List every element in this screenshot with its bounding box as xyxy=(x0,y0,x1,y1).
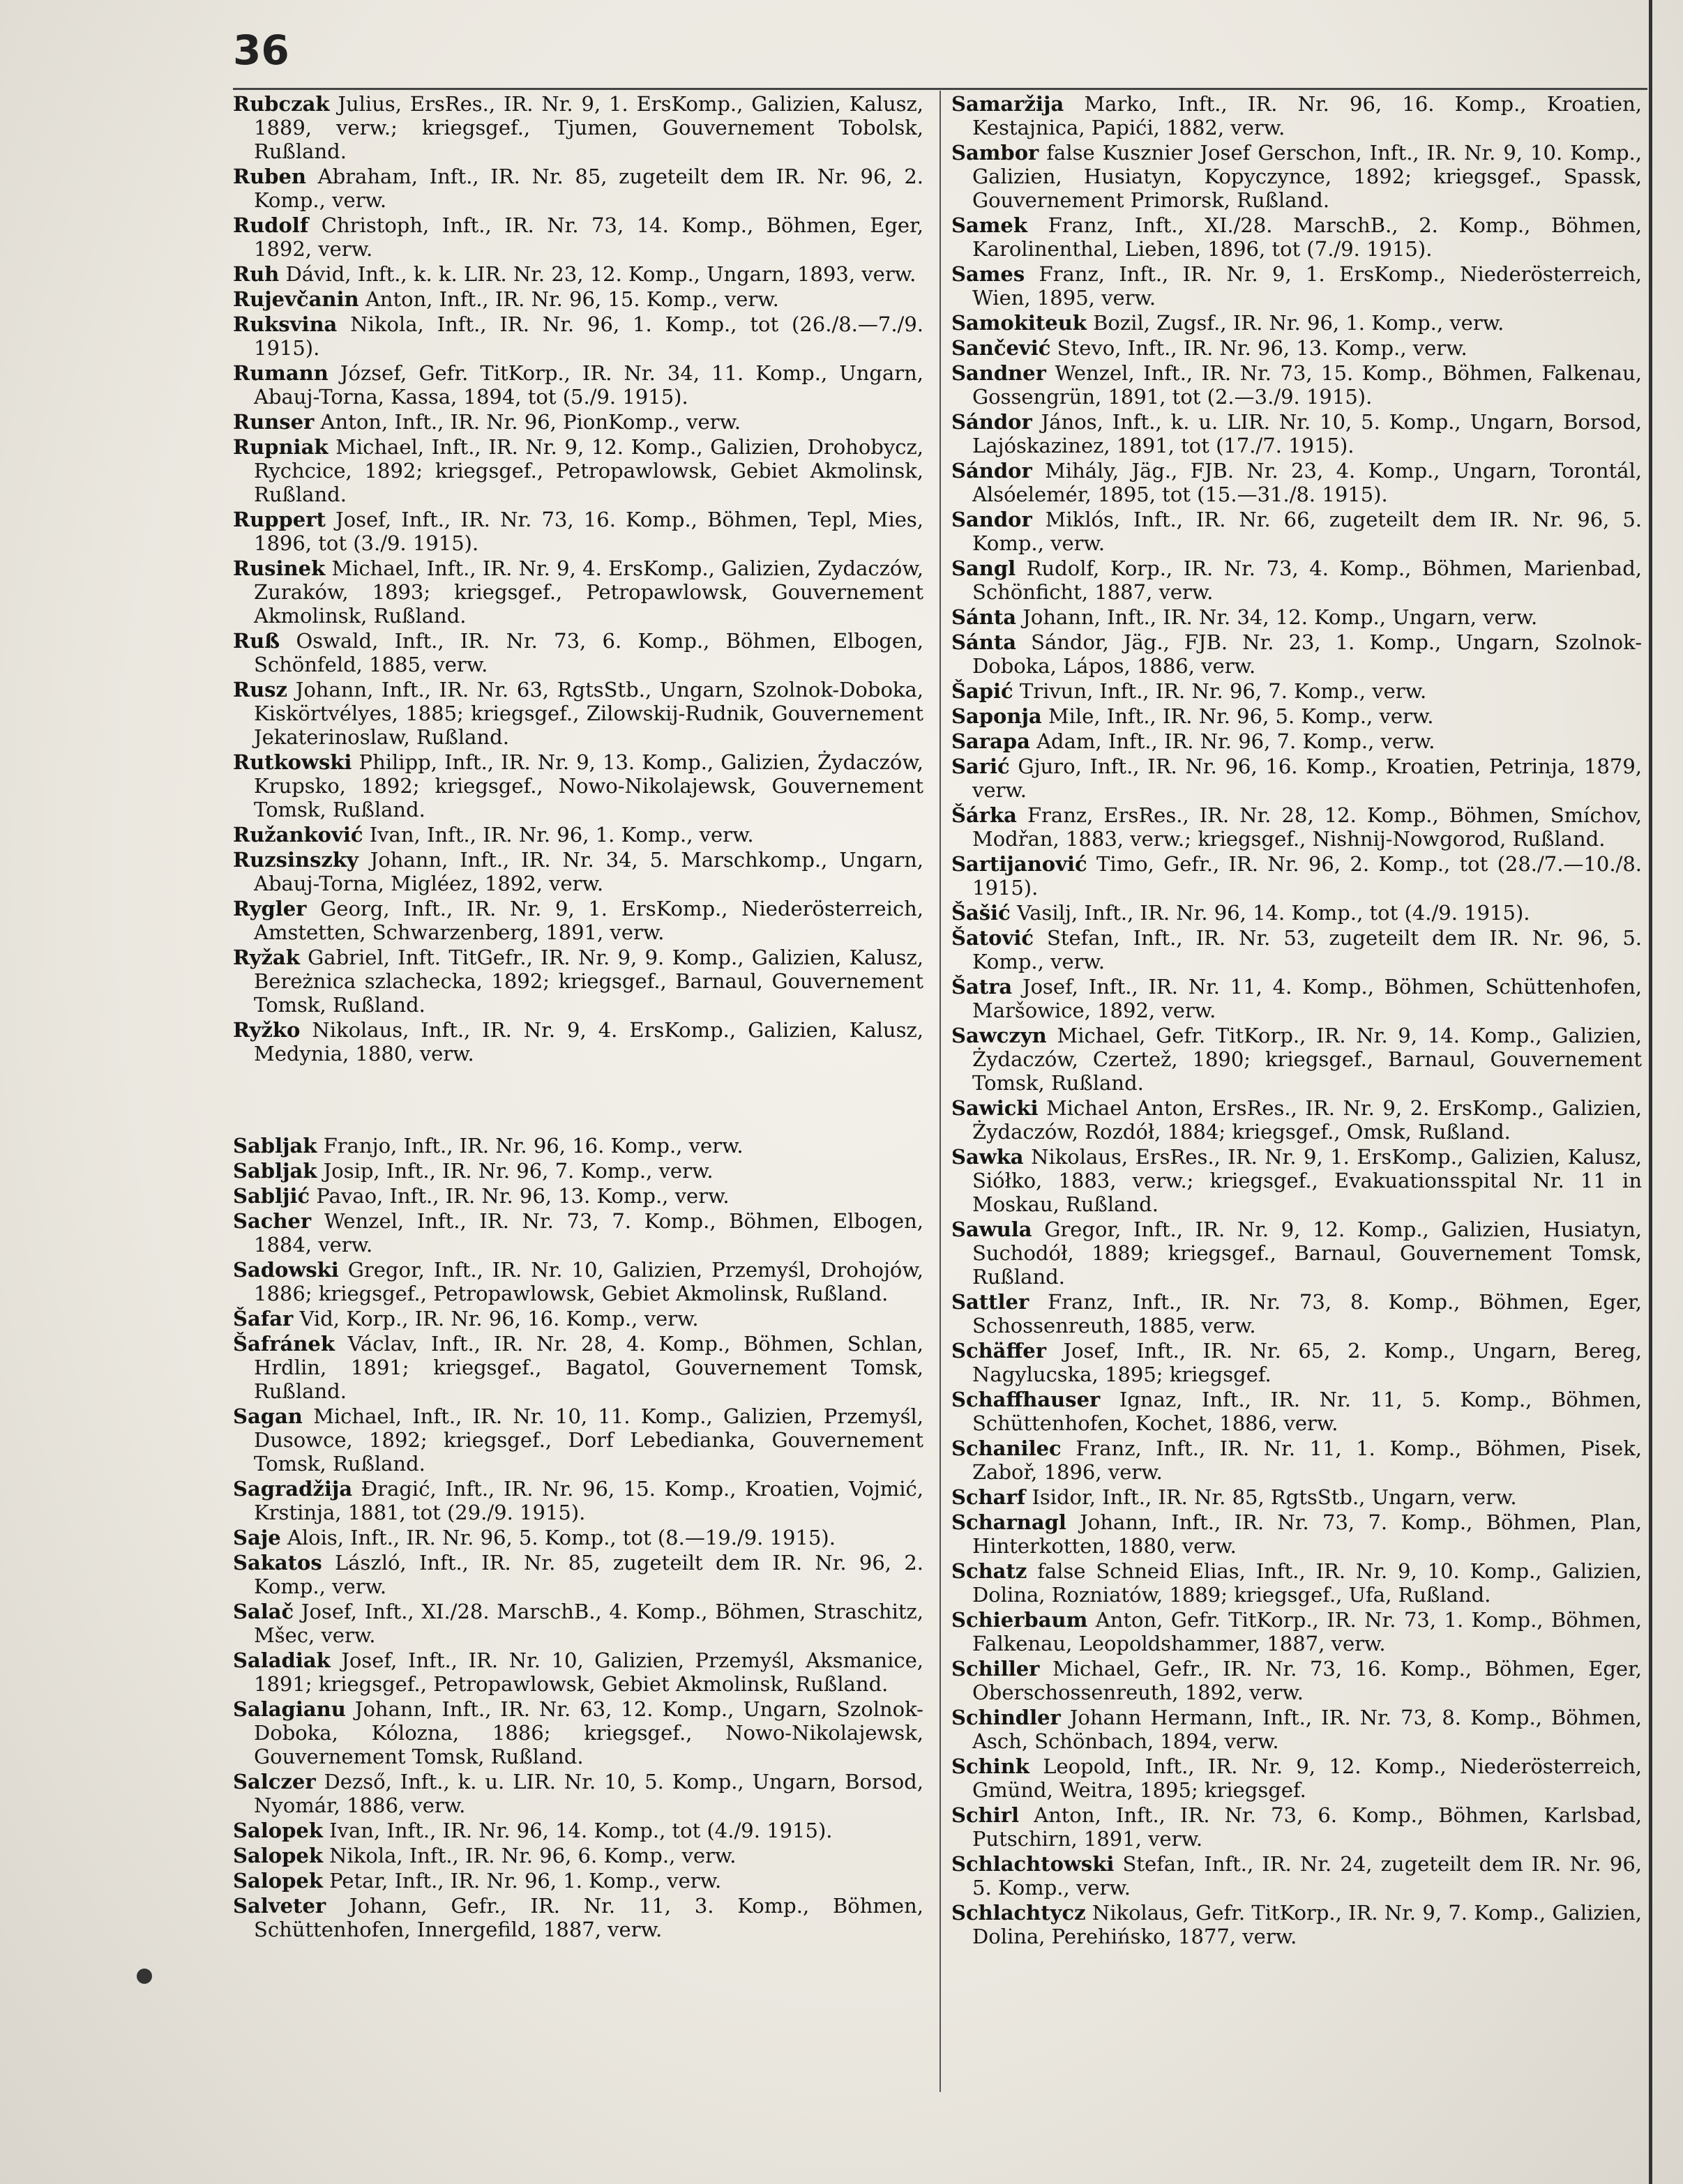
list-entry xyxy=(233,165,923,212)
list-entry xyxy=(233,1477,923,1524)
entry-details: Leopold, Inft., IR. Nr. 9, 12. Komp., Niederösterreich, Gmünd, Weitra, 1895; kriegsgef. xyxy=(972,1754,1642,1802)
entry-surname: Šapić xyxy=(951,679,1013,703)
entry-surname: Ryžko xyxy=(233,1018,301,1042)
list-entry xyxy=(233,213,923,261)
right-column xyxy=(951,92,1642,1950)
entry-surname: Sawka xyxy=(951,1145,1024,1169)
entry-details: Vid, Korp., IR. Nr. 96, 16. Komp., verw. xyxy=(293,1307,699,1330)
entry-details: János, Inft., k. u. LIR. Nr. 10, 5. Komp., Ungarn, Borsod, Lajóskazinez, 1891, tot (17./7. 1915). xyxy=(972,410,1642,457)
entry-surname: Sančević xyxy=(951,336,1051,360)
list-entry xyxy=(233,1258,923,1305)
entry-surname: Sandner xyxy=(951,361,1046,385)
entry-surname: Šafránek xyxy=(233,1332,335,1356)
entry-surname: Saje xyxy=(233,1526,281,1549)
entry-surname: Schlachtowski xyxy=(951,1852,1115,1876)
entry-surname: Sawczyn xyxy=(951,1024,1047,1047)
entry-surname: Sartijanović xyxy=(951,852,1087,876)
entry-surname: Sambor xyxy=(951,141,1039,165)
entry-details: Franz, Inft., IR. Nr. 11, 1. Komp., Böhmen, Pisek, Zaboř, 1896, verw. xyxy=(972,1436,1642,1484)
list-entry xyxy=(233,262,923,286)
list-entry xyxy=(951,754,1642,802)
entries-s xyxy=(233,1134,923,1941)
list-entry xyxy=(951,1339,1642,1386)
entry-surname: Ružanković xyxy=(233,823,363,847)
entry-surname: Salopek xyxy=(233,1869,323,1893)
list-entry xyxy=(951,704,1642,728)
list-entry xyxy=(951,1290,1642,1337)
list-entry xyxy=(233,750,923,821)
entry-surname: Šárka xyxy=(951,803,1017,827)
entry-details: Václav, Inft., IR. Nr. 28, 4. Komp., Böhmen, Schlan, Hrdlin, 1891; kriegsgef., Bagatol, Gouvernement Tomsk, Rußland. xyxy=(254,1332,923,1403)
entries-r xyxy=(233,92,923,1066)
list-entry xyxy=(233,823,923,847)
entry-surname: Sacher xyxy=(233,1209,312,1233)
entry-details: Michael, Inft., IR. Nr. 10, 11. Komp., Galizien, Przemyśl, Dusowce, 1892; kriegsgef., Dorf Lebedianka, Gouvernement Tomsk, Rußland. xyxy=(254,1404,923,1476)
list-entry xyxy=(233,1307,923,1330)
list-entry xyxy=(951,1218,1642,1289)
entry-details: false Kusznier Josef Gerschon, Inft., IR. Nr. 9, 10. Komp., Galizien, Husiatyn, Kopyczynce, 1892; kriegsgef., Spassk, Gouvernement Primorsk, Rußland. xyxy=(972,141,1642,212)
entry-surname: Šatović xyxy=(951,926,1034,950)
entry-details: Wenzel, Inft., IR. Nr. 73, 7. Komp., Böhmen, Elbogen, 1884, verw. xyxy=(254,1209,923,1257)
entry-details: Josef, Inft., IR. Nr. 10, Galizien, Przemyśl, Aksmanice, 1891; kriegsgef., Petropawlowsk, Gebiet Akmolinsk, Rußland. xyxy=(254,1648,923,1696)
entry-surname: Šatra xyxy=(951,975,1013,999)
entry-details: Anton, Inft., IR. Nr. 96, PionKomp., verw. xyxy=(314,410,741,434)
entry-details: Franz, Inft., IR. Nr. 73, 8. Komp., Böhmen, Eger, Schossenreuth, 1885, verw. xyxy=(972,1290,1642,1337)
entry-surname: Ruben xyxy=(233,165,306,188)
entry-surname: Runser xyxy=(233,410,315,434)
entry-surname: Ruß xyxy=(233,629,280,653)
entry-surname: Ruksvina xyxy=(233,312,338,336)
entry-surname: Rygler xyxy=(233,897,307,920)
list-entry xyxy=(233,848,923,895)
entry-surname: Sadowski xyxy=(233,1258,339,1282)
list-entry xyxy=(951,1754,1642,1802)
list-entry xyxy=(951,92,1642,139)
entry-surname: Schindler xyxy=(951,1706,1061,1729)
entry-details: Michael, Inft., IR. Nr. 9, 4. ErsKomp., Galizien, Zydaczów, Zuraków, 1893; kriegsgef., Petropawlowsk, Gouvernement Akmolinsk, Rußland. xyxy=(254,556,923,628)
entry-details: Ivan, Inft., IR. Nr. 96, 14. Komp., tot (4./9. 1915). xyxy=(322,1819,833,1842)
entry-surname: Salač xyxy=(233,1600,294,1623)
list-entry xyxy=(951,926,1642,973)
list-entry xyxy=(233,1159,923,1183)
entry-details: Michael, Gefr., IR. Nr. 73, 16. Komp., Böhmen, Eger, Oberschossenreuth, 1892, verw. xyxy=(972,1657,1642,1704)
entry-details: Johann, Inft., IR. Nr. 73, 7. Komp., Böhmen, Plan, Hinterkotten, 1880, verw. xyxy=(972,1510,1642,1558)
list-entry xyxy=(951,1145,1642,1216)
list-entry xyxy=(233,1209,923,1257)
entry-details: Bozil, Zugsf., IR. Nr. 96, 1. Komp., verw. xyxy=(1086,311,1504,335)
entry-details: Trivun, Inft., IR. Nr. 96, 7. Komp., verw. xyxy=(1013,679,1427,703)
list-entry xyxy=(233,1134,923,1158)
entry-details: false Schneid Elias, Inft., IR. Nr. 9, 10. Komp., Galizien, Dolina, Rozniatów, 1889; kriegsgef., Ufa, Rußland. xyxy=(972,1559,1642,1607)
entry-details: Anton, Inft., IR. Nr. 96, 15. Komp., verw. xyxy=(359,287,779,311)
list-entry xyxy=(951,1436,1642,1484)
list-entry xyxy=(233,410,923,434)
column-divider xyxy=(939,91,941,2092)
list-entry xyxy=(951,1485,1642,1509)
list-entry xyxy=(951,1803,1642,1851)
entry-details: Timo, Gefr., IR. Nr. 96, 2. Komp., tot (28./7.—10./8. 1915). xyxy=(972,852,1642,900)
entry-details: Nikolaus, Gefr. TitKorp., IR. Nr. 9, 7. Komp., Galizien, Dolina, Perehińsko, 1877, verw. xyxy=(972,1901,1642,1948)
entry-surname: Sawula xyxy=(951,1218,1032,1241)
list-entry xyxy=(233,678,923,749)
entry-surname: Salopek xyxy=(233,1819,323,1842)
entry-details: Mihály, Jäg., FJB. Nr. 23, 4. Komp., Ungarn, Torontál, Alsóelemér, 1895, tot (15.—31./8. 1915). xyxy=(972,459,1642,506)
left-column xyxy=(233,92,923,1943)
entry-surname: Rupniak xyxy=(233,435,329,459)
entry-details: Rudolf, Korp., IR. Nr. 73, 4. Komp., Böhmen, Marienbad, Schönficht, 1887, verw. xyxy=(972,556,1642,604)
list-entry xyxy=(951,262,1642,310)
entry-details: Philipp, Inft., IR. Nr. 9, 13. Komp., Galizien, Żydaczów, Krupsko, 1892; kriegsgef., Nowo-Nikolajewsk, Gouvernement Tomsk, Rußland. xyxy=(254,750,923,821)
entry-surname: Rujevčanin xyxy=(233,287,359,311)
entry-details: Michael, Inft., IR. Nr. 9, 12. Komp., Galizien, Drohobycz, Rychcice, 1892; kriegsgef., Petropawlowsk, Gebiet Akmolinsk, Rußland. xyxy=(254,435,923,506)
entry-details: Ivan, Inft., IR. Nr. 96, 1. Komp., verw. xyxy=(363,823,754,847)
entry-details: Anton, Inft., IR. Nr. 73, 6. Komp., Böhmen, Karlsbad, Putschirn, 1891, verw. xyxy=(972,1803,1642,1851)
entry-surname: Schäffer xyxy=(951,1339,1047,1363)
entry-surname: Samokiteuk xyxy=(951,311,1087,335)
entry-details: Gabriel, Inft. TitGefr., IR. Nr. 9, 9. Komp., Galizien, Kalusz, Bereżnica szlachecka, 1892; kriegsgef., Barnaul, Gouvernement Tomsk, Rußland. xyxy=(254,946,923,1017)
entry-surname: Šašić xyxy=(951,901,1011,925)
list-entry xyxy=(951,1024,1642,1095)
list-entry xyxy=(951,1901,1642,1948)
entry-surname: Schiller xyxy=(951,1657,1040,1681)
entry-surname: Rumann xyxy=(233,361,329,385)
list-entry xyxy=(951,508,1642,555)
entry-details: Miklós, Inft., IR. Nr. 66, zugeteilt dem IR. Nr. 96, 5. Komp., verw. xyxy=(972,508,1642,555)
entry-details: Dezső, Inft., k. u. LIR. Nr. 10, 5. Komp., Ungarn, Borsod, Nyomár, 1886, verw. xyxy=(254,1770,923,1817)
list-entry xyxy=(233,1770,923,1817)
entry-details: Michael Anton, ErsRes., IR. Nr. 9, 2. ErsKomp., Galizien, Żydaczów, Rozdół, 1884; kriegsgef., Omsk, Rußland. xyxy=(972,1096,1642,1144)
entry-details: Stevo, Inft., IR. Nr. 96, 13. Komp., verw. xyxy=(1050,336,1467,360)
entry-details: Sándor, Jäg., FJB. Nr. 23, 1. Komp., Ungarn, Szolnok-Doboka, Lápos, 1886, verw. xyxy=(972,630,1642,678)
list-entry xyxy=(233,508,923,555)
entry-surname: Scharf xyxy=(951,1485,1026,1509)
entry-surname: Salopek xyxy=(233,1844,323,1867)
entry-details: Anton, Gefr. TitKorp., IR. Nr. 73, 1. Komp., Böhmen, Falkenau, Leopoldshammer, 1887, verw. xyxy=(972,1608,1642,1655)
list-entry xyxy=(951,1559,1642,1607)
entry-details: Georg, Inft., IR. Nr. 9, 1. ErsKomp., Niederösterreich, Amstetten, Schwarzenberg, 1891, verw. xyxy=(254,897,923,944)
entry-surname: Rutkowski xyxy=(233,750,352,774)
margin-dot xyxy=(137,1969,152,1984)
entry-surname: Salczer xyxy=(233,1770,316,1794)
entry-surname: Schierbaum xyxy=(951,1608,1088,1632)
entry-surname: Sándor xyxy=(951,459,1032,483)
entry-details: Josip, Inft., IR. Nr. 96, 7. Komp., verw. xyxy=(317,1159,714,1183)
entry-details: Franz, Inft., IR. Nr. 9, 1. ErsKomp., Niederösterreich, Wien, 1895, verw. xyxy=(972,262,1642,310)
entry-details: Petar, Inft., IR. Nr. 96, 1. Komp., verw. xyxy=(322,1869,722,1893)
entry-details: Alois, Inft., IR. Nr. 96, 5. Komp., tot (8.—19./9. 1915). xyxy=(280,1526,836,1549)
entry-details: Nikola, Inft., IR. Nr. 96, 6. Komp., verw. xyxy=(322,1844,737,1867)
entry-surname: Schaffhauser xyxy=(951,1388,1101,1411)
list-entry xyxy=(233,629,923,676)
entry-details: Franz, Inft., XI./28. MarschB., 2. Komp., Böhmen, Karolinenthal, Lieben, 1896, tot (7./9. 1915). xyxy=(972,213,1642,261)
list-entry xyxy=(233,1184,923,1208)
list-entry xyxy=(951,361,1642,409)
entry-details: Josef, Inft., XI./28. MarschB., 4. Komp., Böhmen, Straschitz, Mšec, verw. xyxy=(254,1600,923,1647)
entry-surname: Rusz xyxy=(233,678,287,702)
entries-right xyxy=(951,92,1642,1948)
entry-details: Đragić, Inft., IR. Nr. 96, 15. Komp., Kroatien, Vojmić, Krstinja, 1881, tot (29./9. 1915). xyxy=(254,1477,923,1524)
entry-surname: Samaržija xyxy=(951,92,1064,116)
entry-details: Wenzel, Inft., IR. Nr. 73, 15. Komp., Böhmen, Falkenau, Gossengrün, 1891, tot (2.—3./9. 1915). xyxy=(972,361,1642,409)
list-entry xyxy=(951,556,1642,604)
entry-surname: Sabljak xyxy=(233,1159,317,1183)
list-entry xyxy=(233,361,923,409)
entry-details: Adam, Inft., IR. Nr. 96, 7. Komp., verw. xyxy=(1029,729,1435,753)
entry-details: Nikolaus, Inft., IR. Nr. 9, 4. ErsKomp., Galizien, Kalusz, Medynia, 1880, verw. xyxy=(254,1018,923,1066)
entry-details: Michael, Gefr. TitKorp., IR. Nr. 9, 14. Komp., Galizien, Żydaczów, Czertež, 1890; kriegsgef., Barnaul, Gouvernement Tomsk, Rußland. xyxy=(972,1024,1642,1095)
entry-surname: Rusinek xyxy=(233,556,326,580)
entry-surname: Sagradžija xyxy=(233,1477,353,1501)
entry-details: Dávid, Inft., k. k. LIR. Nr. 23, 12. Komp., Ungarn, 1893, verw. xyxy=(279,262,916,286)
list-entry xyxy=(233,1648,923,1696)
list-entry xyxy=(233,1600,923,1647)
entry-details: Johann, Inft., IR. Nr. 34, 5. Marschkomp., Ungarn, Abauj-Torna, Migléez, 1892, verw. xyxy=(254,848,923,895)
entry-surname: Ruzsinszky xyxy=(233,848,359,872)
list-entry xyxy=(233,1404,923,1476)
list-entry xyxy=(951,1388,1642,1435)
page-edge-rule xyxy=(1649,0,1652,2184)
entry-details: Isidor, Inft., IR. Nr. 85, RgtsStb., Ungarn, verw. xyxy=(1025,1485,1517,1509)
list-entry xyxy=(951,901,1642,925)
list-entry xyxy=(233,1894,923,1941)
entry-details: Stefan, Inft., IR. Nr. 24, zugeteilt dem IR. Nr. 96, 5. Komp., verw. xyxy=(972,1852,1642,1899)
list-entry xyxy=(951,975,1642,1022)
entry-surname: Sangl xyxy=(951,556,1016,580)
entry-surname: Sándor xyxy=(951,410,1032,434)
entry-surname: Ruppert xyxy=(233,508,326,531)
list-entry xyxy=(951,1706,1642,1753)
entry-details: Gregor, Inft., IR. Nr. 9, 12. Komp., Galizien, Husiatyn, Suchodół, 1889; kriegsgef., Barnaul, Gouvernement Tomsk, Rußland. xyxy=(972,1218,1642,1289)
entry-details: Mile, Inft., IR. Nr. 96, 5. Komp., verw. xyxy=(1041,704,1434,728)
entry-details: Julius, ErsRes., IR. Nr. 9, 1. ErsKomp., Galizien, Kalusz, 1889, verw.; kriegsgef., Tjumen, Gouvernement Tobolsk, Rußland. xyxy=(254,92,923,163)
list-entry xyxy=(233,435,923,506)
list-entry xyxy=(951,336,1642,360)
list-entry xyxy=(233,1526,923,1549)
list-entry xyxy=(951,1096,1642,1144)
list-entry xyxy=(233,1844,923,1867)
entry-surname: Schanilec xyxy=(951,1436,1062,1460)
entry-details: Stefan, Inft., IR. Nr. 53, zugeteilt dem IR. Nr. 96, 5. Komp., verw. xyxy=(972,926,1642,973)
entry-surname: Sarapa xyxy=(951,729,1030,753)
list-entry xyxy=(951,679,1642,703)
entry-surname: Sandor xyxy=(951,508,1032,531)
entry-details: Vasilj, Inft., IR. Nr. 96, 14. Komp., tot (4./9. 1915). xyxy=(1010,901,1530,925)
entry-surname: Sattler xyxy=(951,1290,1029,1314)
entry-surname: Schirl xyxy=(951,1803,1019,1827)
list-entry xyxy=(233,1551,923,1598)
entry-details: Josef, Inft., IR. Nr. 11, 4. Komp., Böhmen, Schüttenhofen, Maršowice, 1892, verw. xyxy=(972,975,1642,1022)
entry-details: Josef, Inft., IR. Nr. 65, 2. Komp., Ungarn, Bereg, Nagylucska, 1895; kriegsgef. xyxy=(972,1339,1642,1386)
entry-details: Johann, Inft., IR. Nr. 63, RgtsStb., Ungarn, Szolnok-Doboka, Kiskörtvélyes, 1885; kriegsgef., Zilowskij-Rudnik, Gouvernement Jekaterinoslaw, Rußland. xyxy=(254,678,923,749)
entry-details: László, Inft., IR. Nr. 85, zugeteilt dem IR. Nr. 96, 2. Komp., verw. xyxy=(254,1551,923,1598)
section-gap xyxy=(233,1067,923,1134)
list-entry xyxy=(233,287,923,311)
list-entry xyxy=(233,1819,923,1842)
entry-surname: Ruh xyxy=(233,262,280,286)
entry-details: Johann, Inft., IR. Nr. 63, 12. Komp., Ungarn, Szolnok-Doboka, Kólozna, 1886; kriegsgef., Nowo-Nikolajewsk, Gouvernement Tomsk, Rußland. xyxy=(254,1697,923,1768)
entry-surname: Salagianu xyxy=(233,1697,346,1721)
list-entry xyxy=(233,1697,923,1768)
entry-surname: Ryžak xyxy=(233,946,300,969)
entry-surname: Šafar xyxy=(233,1307,294,1330)
list-entry xyxy=(233,1869,923,1893)
entry-surname: Sames xyxy=(951,262,1025,286)
entry-surname: Sabljak xyxy=(233,1134,317,1158)
entry-surname: Salveter xyxy=(233,1894,326,1918)
list-entry xyxy=(951,852,1642,900)
entry-details: Nikolaus, ErsRes., IR. Nr. 9, 1. ErsKomp., Galizien, Kalusz, Siółko, 1883, verw.; kriegsgef., Evakuationsspital Nr. 11 in Moskau, Rußland. xyxy=(972,1145,1642,1216)
entry-details: Pavao, Inft., IR. Nr. 96, 13. Komp., verw. xyxy=(310,1184,730,1208)
entry-details: Marko, Inft., IR. Nr. 96, 16. Komp., Kroatien, Kestajnica, Papići, 1882, verw. xyxy=(972,92,1642,139)
entry-surname: Sarić xyxy=(951,754,1010,778)
entry-surname: Schlachtycz xyxy=(951,1901,1086,1925)
list-entry xyxy=(951,459,1642,506)
entry-surname: Scharnagl xyxy=(951,1510,1066,1534)
entry-details: Franz, ErsRes., IR. Nr. 28, 12. Komp., Böhmen, Smíchov, Modřan, 1883, verw.; kriegsgef., Nishnij-Nowgorod, Rußland. xyxy=(972,803,1642,851)
entry-surname: Saladiak xyxy=(233,1648,331,1672)
entry-surname: Sawicki xyxy=(951,1096,1039,1120)
entry-surname: Saponja xyxy=(951,704,1042,728)
list-entry xyxy=(233,556,923,628)
entry-surname: Schink xyxy=(951,1754,1029,1778)
list-entry xyxy=(233,1332,923,1403)
list-entry xyxy=(233,92,923,163)
list-entry xyxy=(951,1510,1642,1558)
entry-details: Gjuro, Inft., IR. Nr. 96, 16. Komp., Kroatien, Petrinja, 1879, verw. xyxy=(972,754,1642,802)
page-number: 36 xyxy=(233,26,289,74)
entry-surname: Sagan xyxy=(233,1404,303,1428)
list-entry xyxy=(951,1657,1642,1704)
list-entry xyxy=(951,630,1642,678)
list-entry xyxy=(951,1852,1642,1899)
entry-surname: Samek xyxy=(951,213,1027,237)
entry-details: József, Gefr. TitKorp., IR. Nr. 34, 11. Komp., Ungarn, Abauj-Torna, Kassa, 1894, tot (5./9. 1915). xyxy=(254,361,923,409)
entry-details: Oswald, Inft., IR. Nr. 73, 6. Komp., Böhmen, Elbogen, Schönfeld, 1885, verw. xyxy=(254,629,923,676)
entry-details: Johann Hermann, Inft., IR. Nr. 73, 8. Komp., Böhmen, Asch, Schönbach, 1894, verw. xyxy=(972,1706,1642,1753)
header-rule xyxy=(233,88,1647,90)
entry-details: Gregor, Inft., IR. Nr. 10, Galizien, Przemyśl, Drohojów, 1886; kriegsgef., Petropawlowsk, Gebiet Akmolinsk, Rußland. xyxy=(254,1258,923,1305)
list-entry xyxy=(233,1018,923,1066)
entry-surname: Sabljić xyxy=(233,1184,310,1208)
list-entry xyxy=(233,897,923,944)
list-entry xyxy=(233,312,923,360)
list-entry xyxy=(951,1608,1642,1655)
list-entry xyxy=(951,410,1642,457)
entry-details: Josef, Inft., IR. Nr. 73, 16. Komp., Böhmen, Tepl, Mies, 1896, tot (3./9. 1915). xyxy=(254,508,923,555)
entry-surname: Sakatos xyxy=(233,1551,322,1575)
entry-surname: Rubczak xyxy=(233,92,330,116)
list-entry xyxy=(951,605,1642,629)
list-entry xyxy=(951,141,1642,212)
entry-surname: Schatz xyxy=(951,1559,1027,1583)
list-entry xyxy=(951,729,1642,753)
entry-surname: Sánta xyxy=(951,605,1017,629)
list-entry xyxy=(233,946,923,1017)
entry-details: Ignaz, Inft., IR. Nr. 11, 5. Komp., Böhmen, Schüttenhofen, Kochet, 1886, verw. xyxy=(972,1388,1642,1435)
entry-details: Abraham, Inft., IR. Nr. 85, zugeteilt dem IR. Nr. 96, 2. Komp., verw. xyxy=(254,165,923,212)
entry-surname: Rudolf xyxy=(233,213,309,237)
list-entry xyxy=(951,213,1642,261)
entry-details: Nikola, Inft., IR. Nr. 96, 1. Komp., tot (26./8.—7./9. 1915). xyxy=(254,312,923,360)
entry-details: Johann, Inft., IR. Nr. 34, 12. Komp., Ungarn, verw. xyxy=(1016,605,1538,629)
list-entry xyxy=(951,803,1642,851)
entry-surname: Sánta xyxy=(951,630,1017,654)
entry-details: Christoph, Inft., IR. Nr. 73, 14. Komp., Böhmen, Eger, 1892, verw. xyxy=(254,213,923,261)
entry-details: Franjo, Inft., IR. Nr. 96, 16. Komp., verw. xyxy=(317,1134,744,1158)
list-entry xyxy=(951,311,1642,335)
entry-details: Johann, Gefr., IR. Nr. 11, 3. Komp., Böhmen, Schüttenhofen, Innergefild, 1887, verw. xyxy=(254,1894,923,1941)
